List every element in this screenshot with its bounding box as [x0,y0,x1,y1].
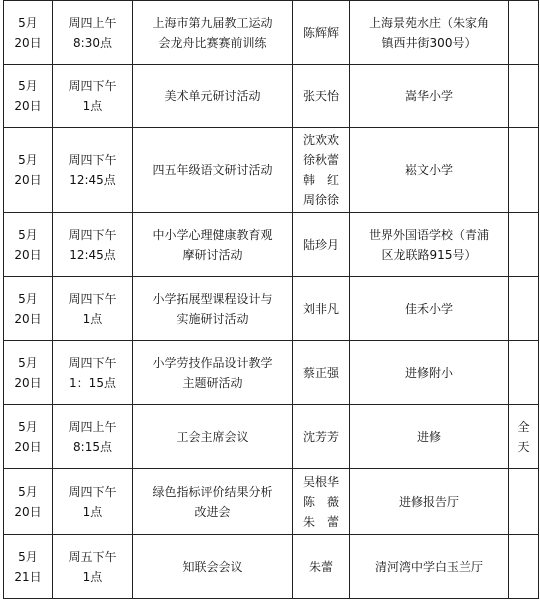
activity-cell [133,277,293,341]
activity-cell [133,469,293,535]
note-cell [509,128,539,213]
time-cell-text: 周四下午 12:45点 [68,153,117,187]
time-cell-text: 周四下午 1点 [68,79,117,113]
date-cell-text: 5月 20日 [14,419,42,454]
location-cell-text: 进修 [416,429,441,444]
location-cell-text: 上海景苑水庄（朱家角 镇西井街300号） [368,15,489,50]
schedule-body [4,1,539,599]
time-cell [53,128,133,213]
time-cell [53,535,133,599]
person-cell-text: 吴根华 陈 薇 朱 蕾 [302,474,339,529]
location-cell [350,469,509,535]
note-cell [509,277,539,341]
location-cell [350,128,509,213]
date-cell [4,277,53,341]
date-cell [4,1,53,65]
person-cell-text: 蔡正强 [302,365,339,380]
location-cell [350,341,509,405]
date-cell-text: 5月 20日 [14,153,42,187]
table-row [4,128,539,213]
date-cell-text: 5月 21日 [14,549,42,584]
note-cell [509,535,539,599]
note-cell [509,213,539,277]
time-cell [53,1,133,65]
time-cell-text: 周四上午 8:15点 [68,419,117,454]
date-cell [4,405,53,469]
time-cell-text: 周五下午 1点 [68,549,117,584]
note-cell [509,341,539,405]
person-cell [293,277,350,341]
date-cell [4,213,53,277]
location-cell [350,1,509,65]
date-cell [4,341,53,405]
location-cell [350,65,509,128]
person-cell [293,65,350,128]
table-row [4,405,539,469]
location-cell-text: 进修附小 [404,365,453,380]
note-cell [509,469,539,535]
time-cell-text: 周四下午 12:45点 [68,227,117,262]
location-cell-text: 清河湾中学白玉兰厅 [374,559,483,574]
time-cell-text: 周四下午 1：15点 [68,355,117,390]
activity-cell [133,535,293,599]
note-cell-text: 全 天 [517,419,530,454]
location-cell-text: 崧文小学 [404,163,453,177]
note-cell [509,1,539,65]
activity-cell [133,341,293,405]
activity-cell-text: 小学劳技作品设计教学 主题研活动 [152,355,273,390]
activity-cell [133,213,293,277]
date-cell [4,535,53,599]
date-cell-text: 5月 20日 [14,227,42,262]
activity-cell-text: 四五年级语文研讨活动 [152,163,273,177]
time-cell [53,213,133,277]
activity-cell [133,405,293,469]
activity-cell-text: 中小学心理健康教育观 摩研讨活动 [152,227,273,262]
location-cell [350,405,509,469]
time-cell-text: 周四下午 1点 [68,291,117,326]
time-cell [53,65,133,128]
time-cell-text: 周四下午 1点 [68,484,117,519]
time-cell [53,277,133,341]
person-cell [293,469,350,535]
schedule-table [3,0,539,599]
date-cell [4,128,53,213]
activity-cell [133,128,293,213]
table-row [4,65,539,128]
location-cell-text: 嵩华小学 [404,89,453,103]
person-cell [293,1,350,65]
person-cell [293,341,350,405]
activity-cell-text: 上海市第九届教工运动 会龙舟比赛赛前训练 [152,15,273,50]
person-cell-text: 沈芳芳 [302,429,339,444]
time-cell [53,341,133,405]
person-cell-text: 朱蕾 [308,559,333,574]
person-cell-text: 沈欢欢 徐秋蕾 韩 红 周徐徐 [302,133,339,207]
activity-cell-text: 知联会会议 [182,559,243,574]
table-row [4,469,539,535]
location-cell [350,213,509,277]
activity-cell-text: 工会主席会议 [176,429,249,444]
table-row [4,277,539,341]
person-cell-text: 陆珍月 [302,237,339,252]
activity-cell-text: 美术单元研讨活动 [164,89,261,103]
date-cell-text: 5月 20日 [14,15,42,50]
date-cell-text: 5月 20日 [14,484,42,519]
date-cell [4,65,53,128]
person-cell [293,535,350,599]
note-cell [509,65,539,128]
date-cell-text: 5月 20日 [14,291,42,326]
location-cell [350,535,509,599]
time-cell [53,405,133,469]
person-cell [293,405,350,469]
person-cell-text: 刘非凡 [302,301,339,316]
time-cell [53,469,133,535]
person-cell [293,213,350,277]
date-cell-text: 5月 20日 [14,79,42,113]
location-cell-text: 佳禾小学 [404,301,453,316]
activity-cell-text: 绿色指标评价结果分析 改进会 [152,484,273,519]
table-row [4,341,539,405]
date-cell-text: 5月 20日 [14,355,42,390]
table-row [4,1,539,65]
activity-cell [133,1,293,65]
person-cell [293,128,350,213]
person-cell-text: 张天怡 [302,89,339,103]
activity-cell [133,65,293,128]
table-row [4,535,539,599]
time-cell-text: 周四上午 8:30点 [68,15,117,50]
note-cell [509,405,539,469]
location-cell-text: 世界外国语学校（青浦 区龙联路915号） [368,227,489,262]
activity-cell-text: 小学拓展型课程设计与 实施研讨活动 [152,291,273,326]
location-cell-text: 进修报告厅 [398,494,459,509]
location-cell [350,277,509,341]
person-cell-text: 陈辉辉 [302,25,339,40]
date-cell [4,469,53,535]
table-row [4,213,539,277]
